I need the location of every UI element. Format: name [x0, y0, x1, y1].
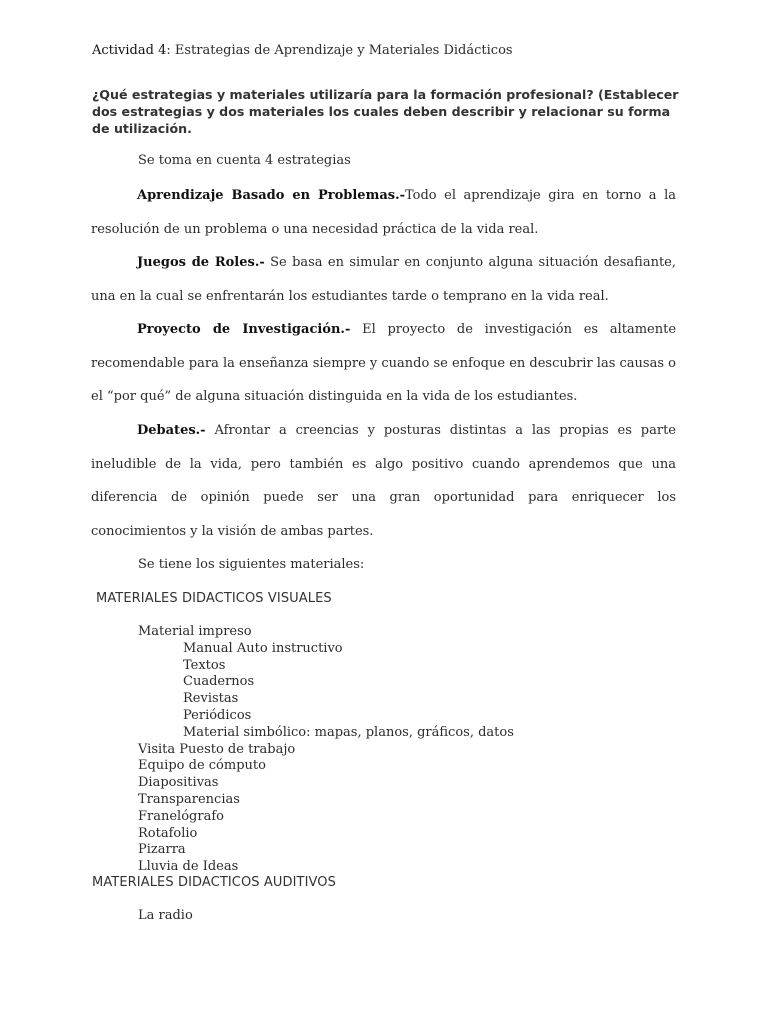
list-item: Lluvia de Ideas: [138, 859, 239, 875]
visual-materials-list: [138, 624, 514, 876]
strategy-name: Juegos de Roles.-: [137, 255, 265, 270]
strategy-text: Afrontar a creencias y posturas distintas a las propias es parte ineludible de la vida, pero también es algo positivo cuando aprendemos que una diferencia de opinión puede ser una gran oportunidad para enriquecer los conocimientos y la visión de ambas partes.: [91, 423, 676, 539]
list-item: Franelógrafo: [138, 808, 224, 824]
activity-number: Actividad 4: [92, 43, 167, 58]
strategy-text: El proyecto de investigación es altamente recomendable para la enseñanza siempre y cuando se enfoque en descubrir las causas o el “por qué” de alguna situación distinguida en la vida de los estudiantes.: [91, 322, 677, 404]
list-item: Material impreso: [138, 624, 252, 639]
strategies-intro: Se toma en cuenta 4 estrategias: [138, 153, 351, 168]
list-item: Equipo de cómputo: [138, 758, 266, 774]
auditory-materials-list: [138, 908, 193, 925]
visual-materials-heading: MATERIALES DIDACTICOS VISUALES: [96, 591, 332, 606]
list-item: Cuadernos: [183, 674, 255, 690]
list-item: Transparencias: [138, 791, 240, 807]
strategy-paragraph: [91, 414, 676, 548]
activity-topic: : Estrategias de Aprendizaje y Materiales Didácticos: [166, 43, 513, 58]
assignment-question: ¿Qué estrategias y materiales utilizaría para la formación profesional? (Establecer dos estrategias y dos materiales los cuales deben describir y relacionar su forma de utilización.: [92, 87, 679, 136]
auditory-materials-heading: MATERIALES DIDACTICOS AUDITIVOS: [92, 875, 336, 890]
strategy-name: Aprendizaje Basado en Problemas.-: [137, 188, 405, 203]
strategy-name: Debates.-: [137, 423, 206, 438]
list-item: Material simbólico: mapas, planos, gráficos, datos: [183, 724, 514, 740]
activity-title: [92, 43, 513, 58]
strategy-text: Se basa en simular en conjunto alguna situación desafiante, una en la cual se enfrentarán los estudiantes tarde o temprano en la vida real.: [91, 255, 676, 304]
strategy-paragraph: [91, 313, 676, 414]
materials-intro: Se tiene los siguientes materiales:: [138, 557, 365, 572]
list-item: Periódicos: [183, 707, 252, 723]
list-item: Diapositivas: [138, 775, 219, 791]
list-item: Textos: [183, 657, 226, 673]
list-item: Revistas: [183, 691, 239, 707]
list-item: La radio: [138, 908, 193, 923]
strategy-paragraph: [91, 246, 676, 313]
strategy-name: Proyecto de Investigación.-: [137, 322, 351, 337]
list-item: Rotafolio: [138, 825, 198, 841]
strategy-text: Todo el aprendizaje gira en torno a la resolución de un problema o una necesidad práctica de la vida real.: [91, 188, 677, 237]
list-item: Pizarra: [138, 842, 186, 858]
list-item: Manual Auto instructivo: [183, 640, 343, 656]
list-item: Visita Puesto de trabajo: [138, 741, 296, 757]
strategy-paragraph: [91, 179, 676, 246]
